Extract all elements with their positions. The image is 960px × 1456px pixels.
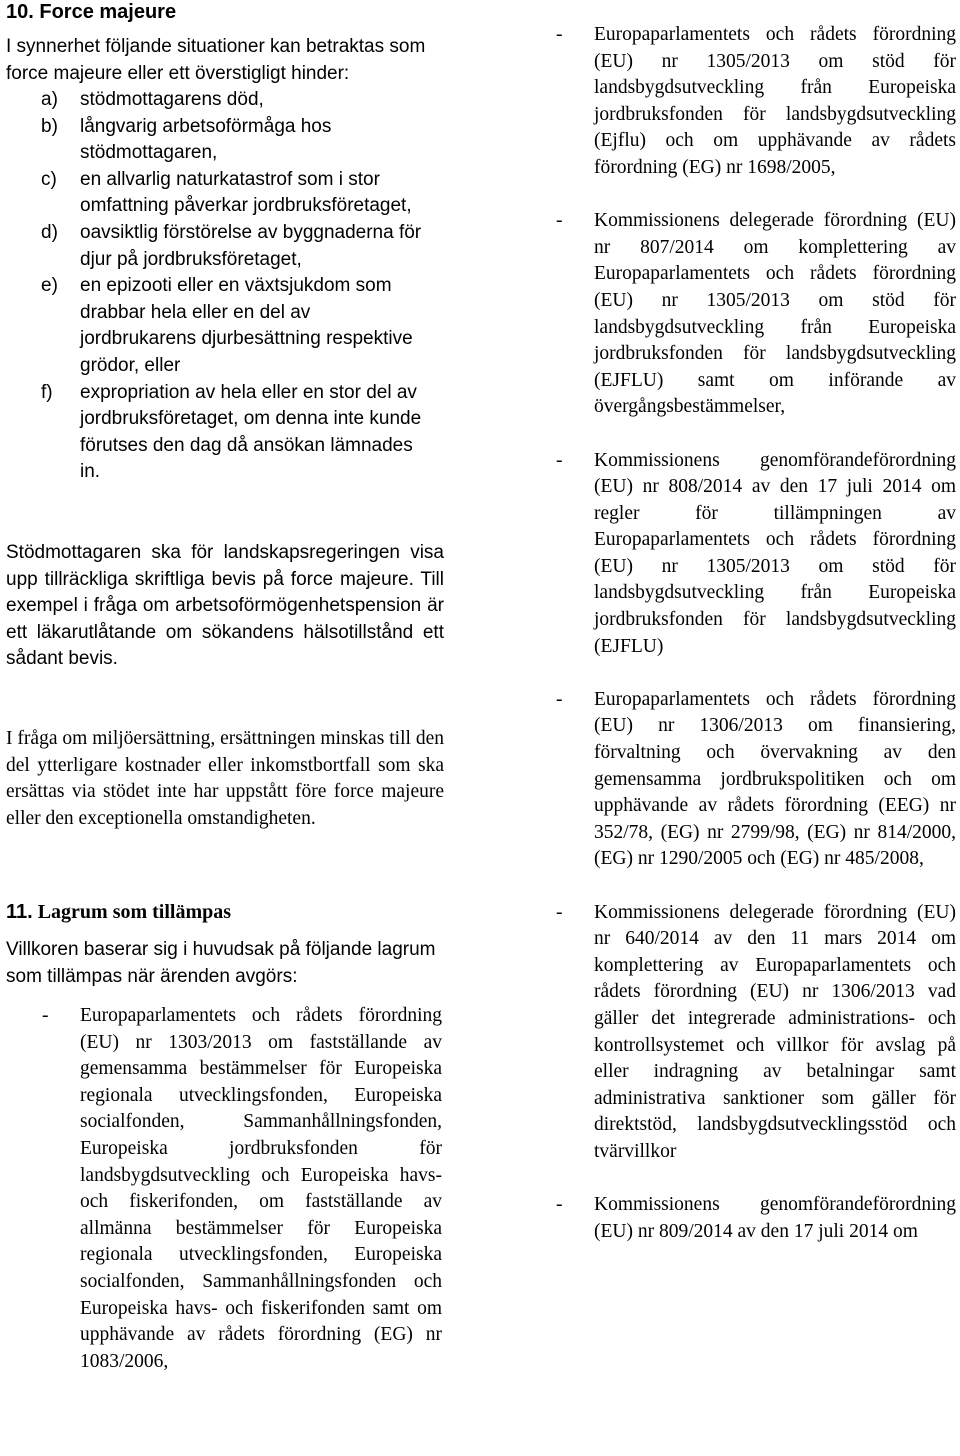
dash-bullet: - [556,24,563,45]
dash-bullet: - [556,210,563,232]
list-item: c) en allvarlig naturkatastrof som i stor omfattning påverkar jordbruksföretaget, [41,168,412,217]
section-10-heading: 10. Force majeure [6,1,177,23]
list-item: d) oavsiktlig förstörelse av byggnaderna för djur på jordbruksföretaget, [41,221,422,270]
force-majeure-list [6,87,446,486]
dash-bullet: - [42,1005,49,1026]
legislation-item: - Kommissionens delegerade förordning (EU) nr 807/2014 om komplettering av Europaparlamentets och rådets förordning (EU) nr 1305/2013 om stöd för landsbygdsutveckling från Europeiska jordbruksfonden för landsbygdsutveckling (EJFLU) samt om införande av övergångsbestämmelser, [556,210,956,418]
proof-paragraph: Stödmottagaren ska för landskapsregeringen visa upp tillräckliga skriftliga bevis på force majeure. Till exempel i fråga om arbetsoförmögenhetspension är ett läkarutlåtande om sökandens hälsotillstånd ett sådant bevis. [6,542,444,670]
section-11-number: 11. [6,901,33,923]
section-11-title: Lagrum som tillämpas [37,901,232,923]
legislation-item: - Europaparlamentets och rådets förordning (EU) nr 1306/2013 om finansiering, förvaltning och övervakning av den gemensamma jordbrukspolitiken och om upphävande av rådets förordning (EEG) nr 352/78, (EG) nr 2799/98, (EG) nr 814/2000, (EG) nr 1290/2005 och (EG) nr 485/2008, [556,688,956,870]
section-11-heading [6,900,231,924]
dash-bullet: - [556,1194,563,1216]
dash-bullet: - [556,901,563,923]
legislation-item: - Kommissionens genomförandeförordning (EU) nr 808/2014 av den 17 juli 2014 om regler för tillämpningen av Europaparlamentets och rådets förordning (EU) nr 1305/2013 om stöd för landsbygdsutveckling från Europeiska jordbruksfonden för landsbygdsutveckling (EJFLU) [556,449,956,657]
legislation-item: - Europaparlamentets och rådets förordning (EU) nr 1303/2013 om fastställande av gemensamma bestämmelser för Europeiska regionala utvecklingsfonden, Europeiska socialfonden, Sammanhållningsfonden, Europeiska jordbruksfonden för landsbygdsutveckling och Europeiska havs- och fiskerifonden, om fastställande av allmänna bestämmelser för Europeiska regionala utvecklingsfonden, Europeiska socialfonden, Sammanhållningsfonden och Europeiska havs- och fiskerifonden samt om upphävande av rådets förordning (EG) nr 1083/2006, [42,1005,442,1372]
list-item: e) en epizooti eller en växtsjukdom som drabbar hela eller en del av jordbrukarens djurbesättning respektive grödor, eller [41,275,413,376]
list-item: a) stödmottagarens död, [41,89,264,110]
list-item: b) långvarig arbetsoförmåga hos stödmottagaren, [41,115,332,164]
legislation-list-left [34,1003,442,1375]
legislation-item: - Kommissionens genomförandeförordning (EU) nr 809/2014 av den 17 juli 2014 om [556,1194,956,1242]
environment-compensation-paragraph: I fråga om miljöersättning, ersättningen minskas till den del ytterligare kostnader eller inkomstbortfall som ska ersättas via stödet inte har uppstått före force majeure eller den exceptionella omstandigheten. [6,728,444,829]
legislation-item: - Kommissionens delegerade förordning (EU) nr 640/2014 av den 11 mars 2014 om komplettering av Europaparlamentets och rådets förordning (EU) nr 1306/2013 vad gäller det integrerade administrations- och kontrollsystemet och villkor för avslag på eller indragning av betalningar samt administrativa sanktioner som gäller för direktstöd, landsbygdsutvecklingsstöd och tvärvillkor [556,901,956,1162]
dash-bullet: - [556,449,563,471]
list-item: f) expropriation av hela eller en stor del av jordbruksföretaget, om denna inte kunde förutses den dag då ansökan lämnades in. [41,381,422,483]
legislation-list-right [548,22,956,1272]
section-11-intro: Villkoren baserar sig i huvudsak på följande lagrum som tillämpas när ärenden avgörs: [6,939,436,987]
dash-bullet: - [556,688,563,710]
section-10-intro: I synnerhet följande situationer kan betraktas som force majeure eller ett överstigligt hinder: [6,36,426,84]
legislation-item: - Europaparlamentets och rådets förordning (EU) nr 1305/2013 om stöd för landsbygdsutveckling från Europeiska jordbruksfonden för landsbygdsutveckling (Ejflu) och om upphävande av rådets förordning (EG) nr 1698/2005, [556,24,956,178]
